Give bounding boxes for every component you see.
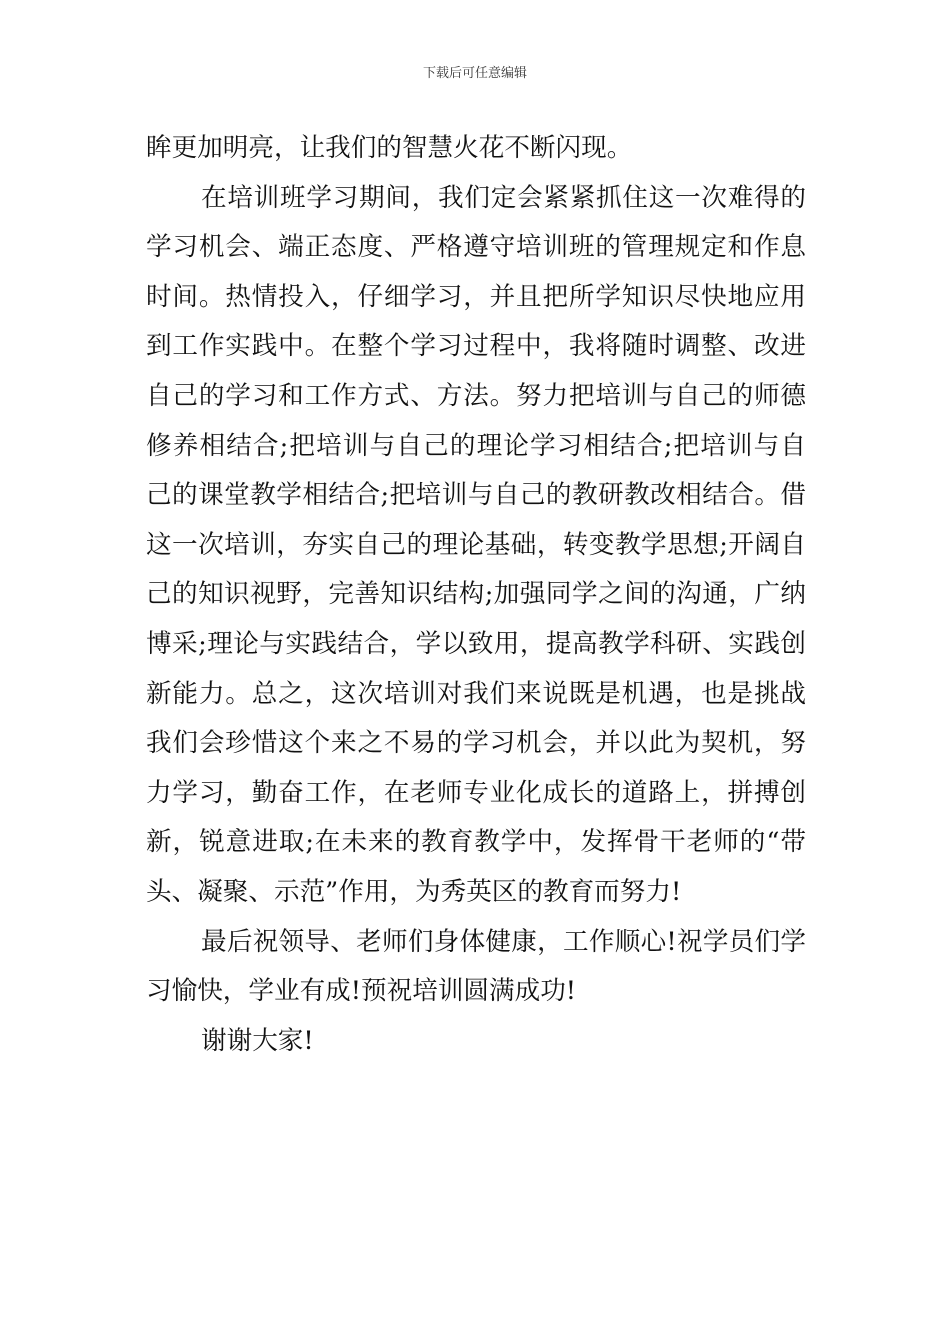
text-line: 博采;理论与实践结合，学以致用，提高教学科研、实践创	[146, 628, 806, 659]
text-line: 这一次培训，夯实自己的理论基础，转变教学思想;开阔自	[146, 529, 806, 560]
text-line: 眸更加明亮，让我们的智慧火花不断闪现。	[146, 133, 633, 163]
text-line: 新，锐意进取;在未来的教育教学中，发挥骨干老师的“带	[146, 827, 806, 858]
text-line: 到工作实践中。在整个学习过程中，我将随时调整、改进	[146, 331, 806, 362]
closing-line: 谢谢大家!	[201, 1025, 314, 1056]
text-line: 自己的学习和工作方式、方法。努力把培训与自己的师德	[146, 380, 806, 411]
document-body	[146, 124, 806, 1066]
text-line: 时间。热情投入，仔细学习，并且把所学知识尽快地应用	[146, 281, 806, 312]
text-line: 我们会珍惜这个来之不易的学习机会，并以此为契机，努	[146, 728, 806, 759]
text-line: 新能力。总之，这次培训对我们来说既是机遇，也是挑战	[146, 678, 806, 709]
text-line: 力学习，勤奋工作，在老师专业化成长的道路上，拼搏创	[146, 777, 806, 808]
text-line: 己的课堂教学相结合;把培训与自己的教研教改相结合。借	[146, 480, 806, 511]
text-line: 头、凝聚、示范”作用，为秀英区的教育而努力!	[146, 876, 682, 907]
paragraph-first-line: 在培训班学习期间，我们定会紧紧抓住这一次难得的	[201, 182, 806, 213]
page-header: 下载后可任意编辑	[422, 66, 527, 81]
text-line: 修养相结合;把培训与自己的理论学习相结合;把培训与自	[146, 430, 806, 461]
text-line: 习愉快，学业有成!预祝培训圆满成功!	[146, 976, 577, 1007]
paragraph-first-line: 最后祝领导、老师们身体健康，工作顺心!祝学员们学	[201, 926, 806, 957]
text-line: 己的知识视野，完善知识结构;加强同学之间的沟通，广纳	[146, 579, 806, 610]
text-line: 学习机会、端正态度、严格遵守培训班的管理规定和作息	[146, 232, 806, 263]
